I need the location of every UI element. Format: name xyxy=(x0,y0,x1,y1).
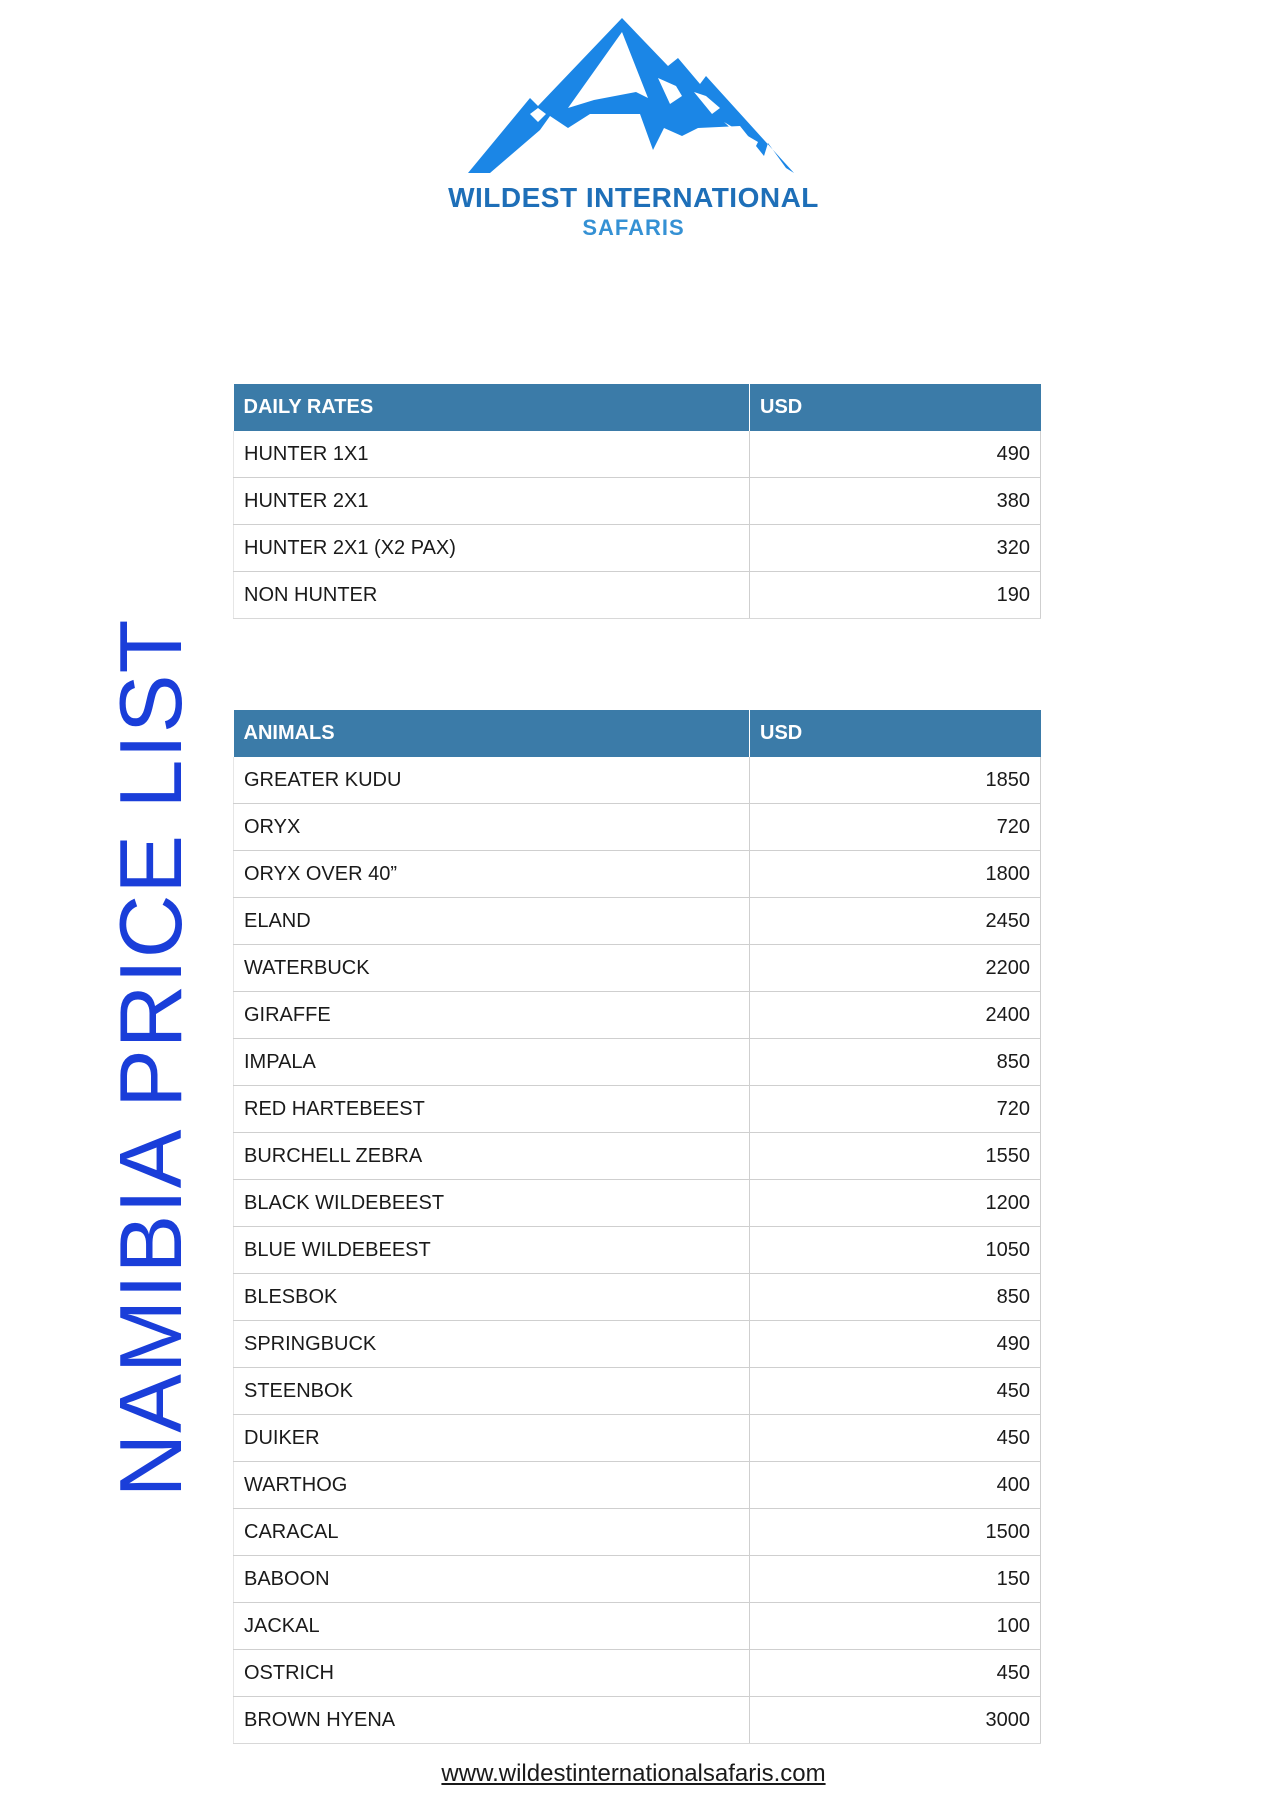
animal-usd: 720 xyxy=(750,1086,1041,1133)
animal-usd: 1850 xyxy=(750,757,1041,804)
animal-name: OSTRICH xyxy=(234,1650,750,1697)
rate-name: HUNTER 2X1 (X2 PAX) xyxy=(234,525,750,572)
table-row xyxy=(234,572,1041,619)
animal-usd: 150 xyxy=(750,1556,1041,1603)
table-row xyxy=(234,1086,1041,1133)
animal-usd: 850 xyxy=(750,1039,1041,1086)
animal-name: CARACAL xyxy=(234,1509,750,1556)
table-row xyxy=(234,898,1041,945)
animal-name: ELAND xyxy=(234,898,750,945)
animal-usd: 1050 xyxy=(750,1227,1041,1274)
animal-usd: 490 xyxy=(750,1321,1041,1368)
column-header: DAILY RATES xyxy=(234,384,750,431)
animal-name: JACKAL xyxy=(234,1603,750,1650)
table-row xyxy=(234,945,1041,992)
animal-name: ORYX OVER 40” xyxy=(234,851,750,898)
column-header: USD xyxy=(750,710,1041,757)
animal-name: BLACK WILDEBEEST xyxy=(234,1180,750,1227)
table-row xyxy=(234,478,1041,525)
table-row xyxy=(234,1462,1041,1509)
animal-name: BLUE WILDEBEEST xyxy=(234,1227,750,1274)
animal-name: WARTHOG xyxy=(234,1462,750,1509)
table-row xyxy=(234,1321,1041,1368)
table-header-row xyxy=(234,710,1041,757)
animal-usd: 1800 xyxy=(750,851,1041,898)
animal-usd: 850 xyxy=(750,1274,1041,1321)
table-row xyxy=(234,851,1041,898)
table-row xyxy=(234,1227,1041,1274)
animal-usd: 450 xyxy=(750,1368,1041,1415)
rate-name: HUNTER 1X1 xyxy=(234,431,750,478)
animal-name: BABOON xyxy=(234,1556,750,1603)
table-row xyxy=(234,757,1041,804)
table-row xyxy=(234,525,1041,572)
animal-name: BROWN HYENA xyxy=(234,1697,750,1744)
table-row xyxy=(234,1697,1041,1744)
table-row xyxy=(234,1133,1041,1180)
table-row xyxy=(234,1509,1041,1556)
mountain-logo-icon xyxy=(468,18,794,173)
table-row xyxy=(234,1274,1041,1321)
animal-name: BURCHELL ZEBRA xyxy=(234,1133,750,1180)
animal-name: WATERBUCK xyxy=(234,945,750,992)
rate-name: HUNTER 2X1 xyxy=(234,478,750,525)
animal-name: DUIKER xyxy=(234,1415,750,1462)
rate-name: NON HUNTER xyxy=(234,572,750,619)
table-row xyxy=(234,1368,1041,1415)
rate-usd: 490 xyxy=(750,431,1041,478)
animal-usd: 1500 xyxy=(750,1509,1041,1556)
animal-name: GREATER KUDU xyxy=(234,757,750,804)
animal-usd: 2400 xyxy=(750,992,1041,1039)
animal-name: GIRAFFE xyxy=(234,992,750,1039)
table-row xyxy=(234,992,1041,1039)
brand-name: WILDEST INTERNATIONAL xyxy=(448,182,819,213)
animal-name: RED HARTEBEEST xyxy=(234,1086,750,1133)
animal-usd: 720 xyxy=(750,804,1041,851)
table-row xyxy=(234,804,1041,851)
animal-usd: 3000 xyxy=(750,1697,1041,1744)
table-row xyxy=(234,1415,1041,1462)
animal-name: BLESBOK xyxy=(234,1274,750,1321)
column-header: ANIMALS xyxy=(234,710,750,757)
page-title: NAMIBIA PRICE LIST xyxy=(101,618,200,1498)
rate-usd: 320 xyxy=(750,525,1041,572)
animal-usd: 450 xyxy=(750,1650,1041,1697)
animals-table xyxy=(233,710,1041,1744)
animal-name: STEENBOK xyxy=(234,1368,750,1415)
animal-usd: 450 xyxy=(750,1415,1041,1462)
table-row xyxy=(234,1180,1041,1227)
animal-usd: 100 xyxy=(750,1603,1041,1650)
daily-rates-table xyxy=(233,384,1041,619)
table-row xyxy=(234,1039,1041,1086)
animal-usd: 1200 xyxy=(750,1180,1041,1227)
table-header-row xyxy=(234,384,1041,431)
rate-usd: 190 xyxy=(750,572,1041,619)
animal-usd: 400 xyxy=(750,1462,1041,1509)
website-link[interactable]: www.wildestinternationalsafaris.com xyxy=(441,1760,826,1787)
table-row xyxy=(234,1603,1041,1650)
animal-name: IMPALA xyxy=(234,1039,750,1086)
brand-logo xyxy=(0,0,1267,250)
table-row xyxy=(234,1556,1041,1603)
animal-usd: 2450 xyxy=(750,898,1041,945)
table-row xyxy=(234,1650,1041,1697)
animal-usd: 1550 xyxy=(750,1133,1041,1180)
animal-name: ORYX xyxy=(234,804,750,851)
table-row xyxy=(234,431,1041,478)
column-header: USD xyxy=(750,384,1041,431)
animal-name: SPRINGBUCK xyxy=(234,1321,750,1368)
rate-usd: 380 xyxy=(750,478,1041,525)
animal-usd: 2200 xyxy=(750,945,1041,992)
brand-subtitle: SAFARIS xyxy=(582,215,685,240)
